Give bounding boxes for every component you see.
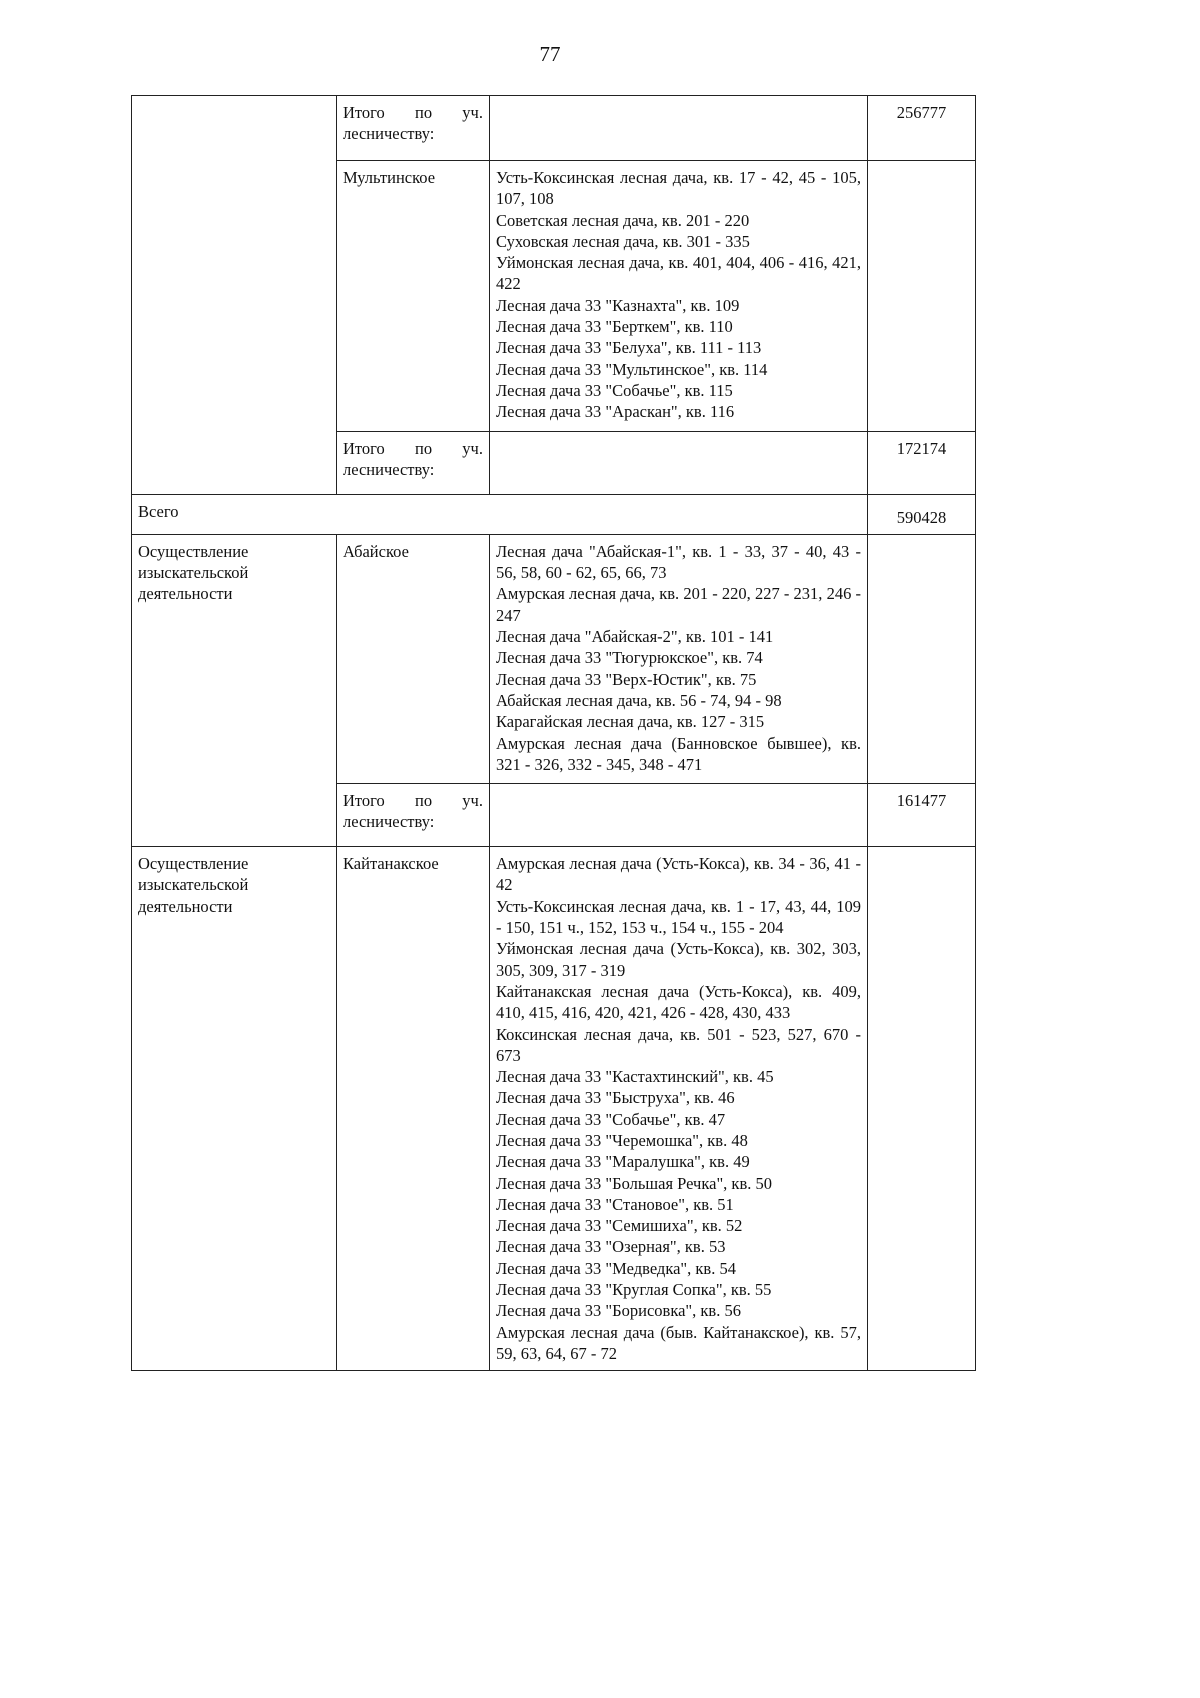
parcel-item: Карагайская лесная дача, кв. 127 - 315	[496, 712, 765, 732]
forestry-table	[131, 95, 976, 1371]
area-value: 161477	[896, 791, 947, 811]
parcel-item: Лесная дача 33 "Собачье", кв. 47	[496, 1109, 726, 1129]
parcel-item: Кайтанакская лесная дача (Усть-Кокса), кв. 409, 410, 415, 416, 420, 421, 426 - 428, 430, 433	[496, 981, 861, 1023]
parcel-item: Лесная дача 33 "Семишиха", кв. 52	[496, 1216, 743, 1236]
activity-cell	[132, 847, 337, 1371]
parcels-cell	[490, 847, 868, 1371]
subtotal-label-line2: лесничеству:	[343, 124, 435, 144]
subtotal-label-word: уч.	[462, 103, 483, 122]
parcel-item: Лесная дача 33 "Собачье", кв. 115	[496, 380, 733, 400]
parcel-item: Лесная дача "Абайская-1", кв. 1 - 33, 37 - 40, 43 - 56, 58, 60 - 62, 65, 66, 73	[496, 541, 861, 583]
parcel-item: Лесная дача 33 "Быструха", кв. 46	[496, 1088, 735, 1108]
subtotal-label-cell	[337, 96, 490, 161]
grand-total-label-cell	[132, 494, 868, 534]
forestry-name-cell	[337, 847, 490, 1371]
parcel-item: Лесная дача 33 "Борисовка", кв. 56	[496, 1301, 741, 1321]
forestry-name-cell	[337, 161, 490, 432]
area-cell-empty	[868, 847, 976, 1371]
parcel-item: Лесная дача 33 "Казнахта", кв. 109	[496, 295, 740, 315]
subtotal-label-word: Итого	[343, 791, 385, 811]
parcels-cell-empty	[490, 784, 868, 847]
parcel-item: Советская лесная дача, кв. 201 - 220	[496, 210, 750, 230]
area-value: 256777	[896, 103, 947, 122]
subtotal-label-word: по	[414, 103, 433, 122]
table-row	[132, 847, 976, 1371]
parcel-item: Лесная дача 33 "Медведка", кв. 54	[496, 1258, 736, 1278]
activity-cell	[132, 534, 337, 846]
forestry-name: Мультинское	[343, 168, 436, 187]
parcel-item: Лесная дача 33 "Круглая Сопка", кв. 55	[496, 1280, 772, 1300]
table-row	[132, 96, 976, 161]
page-number: 77	[539, 42, 561, 66]
parcel-item: Лесная дача 33 "Озерная", кв. 53	[496, 1237, 726, 1257]
activity-name: Осуществление изыскательской деятельности	[138, 854, 249, 916]
subtotal-label-cell	[337, 784, 490, 847]
area-cell	[868, 431, 976, 494]
parcel-item: Суховская лесная дача, кв. 301 - 335	[496, 231, 750, 251]
parcel-item: Абайская лесная дача, кв. 56 - 74, 94 - 98	[496, 690, 782, 710]
table-row	[132, 494, 976, 534]
subtotal-label-word: уч.	[462, 438, 483, 458]
area-value: 172174	[896, 438, 947, 458]
parcel-item: Лесная дача 33 "Мультинское", кв. 114	[496, 359, 768, 379]
area-cell	[868, 494, 976, 534]
subtotal-label-cell	[337, 431, 490, 494]
subtotal-label-line2: лесничеству:	[343, 812, 435, 832]
area-cell-empty	[868, 161, 976, 432]
parcel-item: Коксинская лесная дача, кв. 501 - 523, 527, 670 - 673	[496, 1024, 861, 1065]
area-cell-empty	[868, 534, 976, 783]
activity-name: Осуществление изыскательской деятельности	[138, 541, 249, 604]
parcel-item: Лесная дача "Абайская-2", кв. 101 - 141	[496, 627, 774, 647]
parcel-item: Лесная дача 33 "Белуха", кв. 111 - 113	[496, 338, 762, 358]
parcel-item: Амурская лесная дача (Усть-Кокса), кв. 34 - 36, 41 - 42	[496, 854, 861, 895]
parcel-item: Лесная дача 33 "Верх-Юстик", кв. 75	[496, 669, 757, 689]
parcel-item: Амурская лесная дача (быв. Кайтанакское), кв. 57, 59, 63, 64, 67 - 72	[496, 1322, 861, 1363]
parcel-item: Усть-Коксинская лесная дача, кв. 1 - 17, 43, 44, 109 - 150, 151 ч., 152, 153 ч., 154 ч., 155 - 204	[496, 896, 861, 938]
parcel-item: Лесная дача 33 "Маралушка", кв. 49	[496, 1152, 750, 1172]
parcels-cell-empty	[490, 431, 868, 494]
parcel-item: Уймонская лесная дача (Усть-Кокса), кв. 302, 303, 305, 309, 317 - 319	[496, 939, 861, 980]
parcel-item: Амурская лесная дача (Банновское бывшее), кв. 321 - 326, 332 - 345, 348 - 471	[496, 733, 861, 774]
parcel-item: Лесная дача 33 "Берткем", кв. 110	[496, 317, 733, 337]
parcel-item: Уймонская лесная дача, кв. 401, 404, 406 - 416, 421, 422	[496, 253, 861, 294]
parcels-cell	[490, 534, 868, 783]
forestry-name-cell	[337, 534, 490, 783]
parcel-item: Лесная дача 33 "Тюгурюкское", кв. 74	[496, 648, 763, 668]
forestry-name: Кайтанакское	[343, 854, 439, 874]
parcel-item: Амурская лесная дача, кв. 201 - 220, 227 - 231, 246 - 247	[496, 584, 861, 625]
subtotal-label-word: Итого	[343, 438, 385, 458]
activity-cell-empty	[132, 96, 337, 495]
subtotal-label-word: по	[414, 791, 433, 811]
grand-total-label: Всего	[138, 501, 179, 521]
parcel-item: Лесная дача 33 "Большая Речка", кв. 50	[496, 1173, 772, 1193]
subtotal-label-word: Итого	[343, 103, 385, 122]
parcel-item: Лесная дача 33 "Араскан", кв. 116	[496, 402, 735, 422]
parcel-item: Лесная дача 33 "Становое", кв. 51	[496, 1194, 734, 1214]
grand-total-value: 590428	[896, 507, 947, 527]
parcels-cell-empty	[490, 96, 868, 161]
table-row	[132, 534, 976, 783]
forestry-name: Абайское	[343, 541, 409, 561]
parcel-item: Лесная дача 33 "Черемошка", кв. 48	[496, 1130, 748, 1150]
subtotal-label-word: по	[414, 438, 433, 458]
parcels-cell	[490, 161, 868, 432]
parcel-item: Лесная дача 33 "Кастахтинский", кв. 45	[496, 1067, 774, 1087]
parcel-item: Усть-Коксинская лесная дача, кв. 17 - 42, 45 - 105, 107, 108	[496, 168, 861, 209]
area-cell	[868, 96, 976, 161]
area-cell	[868, 784, 976, 847]
subtotal-label-word: уч.	[462, 791, 483, 811]
subtotal-label-line2: лесничеству:	[343, 459, 435, 479]
